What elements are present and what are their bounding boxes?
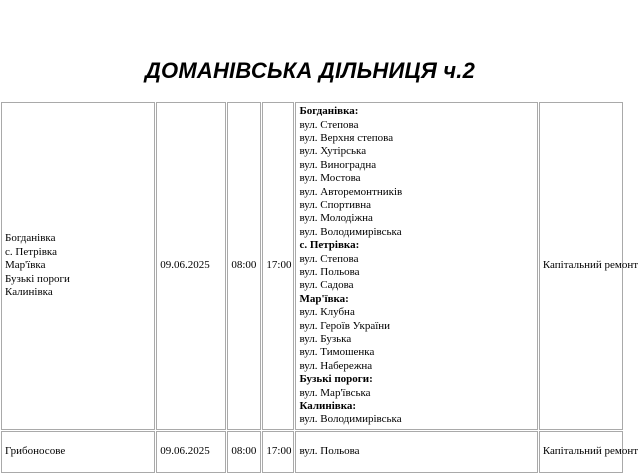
street-item: вул. Польова [299,445,360,458]
street-item: вул. Садова [299,279,354,292]
street-item: вул. Тимошенка [299,346,375,359]
street-item: вул. Бузька [299,333,352,346]
end-time-cell: 17:00 [262,431,294,473]
locality-item: Калинівка [5,286,53,299]
page-title: ДОМАНІВСЬКА ДІЛЬНИЦЯ ч.2 [144,58,476,83]
date-cell: 09.06.2025 [156,102,226,430]
street-item: вул. Хутірська [299,145,367,158]
street-item: вул. Виноградна [299,158,377,171]
street-item: вул. Володимирівська [299,225,402,238]
outage-schedule-table [0,101,638,474]
locality-header: с. Петрівка: [299,239,360,252]
localities-cell [1,102,155,430]
locality-item: с. Петрівка [5,245,57,258]
streets-cell [295,431,537,473]
street-item: вул. Верхня степова [299,131,394,144]
localities-cell [1,431,155,473]
street-item: вул. Набережна [299,359,373,372]
street-item: вул. Мостова [299,172,361,185]
table-row [1,102,623,430]
street-item: вул. Володимирівська [299,413,402,426]
start-time-cell: 08:00 [227,102,261,430]
street-item: вул. Молодіжна [299,212,373,225]
work-type-cell: Капітальний ремонт [539,431,623,473]
work-type-cell: Капітальний ремонт [539,102,623,430]
street-item: вул. Мар'ївська [299,386,371,399]
locality-item: Богданівка [5,232,56,245]
end-time-cell: 17:00 [262,102,294,430]
locality-item: Бузькі пороги [5,272,70,285]
locality-item: Мар'ївка [5,259,46,272]
street-item: вул. Героїв України [299,319,391,332]
locality-header: Калинівка: [299,400,357,413]
streets-cell [295,102,537,430]
street-item: вул. Авторемонтників [299,185,403,198]
locality-header: Бузькі пороги: [299,373,373,386]
start-time-cell: 08:00 [227,431,261,473]
locality-header: Богданівка: [299,105,359,118]
street-item: вул. Степова [299,118,359,131]
locality-header: Мар'ївка: [299,292,349,305]
street-item: вул. Степова [299,252,359,265]
street-item: вул. Клубна [299,306,355,319]
street-item: вул. Спортивна [299,198,372,211]
locality-item: Грибоносове [5,445,66,458]
date-cell: 09.06.2025 [156,431,226,473]
street-item: вул. Польова [299,266,360,278]
table-row [1,431,623,473]
